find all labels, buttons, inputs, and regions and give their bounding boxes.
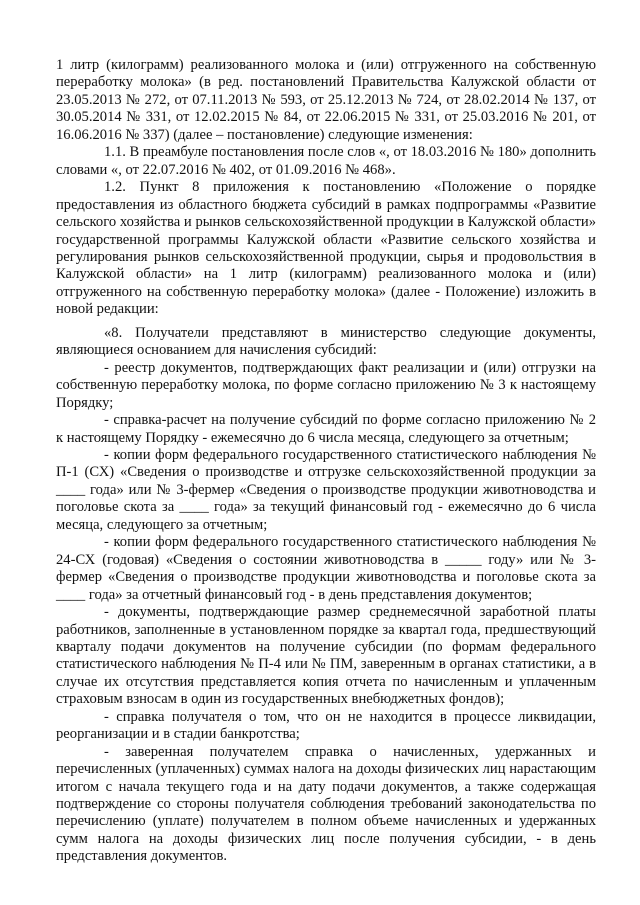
paragraph-item-8-heading: «8. Получатели представляют в министерство следующие документы, являющиеся основанием для начисления субсидий: [56,324,596,359]
list-item-tax-statement: - заверенная получателем справка о начисленных, удержанных и перечисленных (уплаченных) суммах налога на доходы физических лиц нарастающим итогом с начала текущего года и на дату подачи документов, а также содержащая подтверждение со стороны получателя соблюдения требований законодательства по перечислению (уплате) получателем в полном объеме начисленных и удержанных сумм налога на доходы физических лиц после получения субсидии, - в день представления документов. [56,743,596,865]
list-item-registry: - реестр документов, подтверждающих факт реализации и (или) отгрузки на собственную переработку молока, по форме согласно приложению № 3 к настоящему Порядку; [56,359,596,411]
document-page [56,57,596,866]
list-item-salary-documents: - документы, подтверждающие размер среднемесячной заработной платы работников, заполненные в установленном порядке за квартал года, предшествующий кварталу подачи документов на получение субсидии (по формам федерального статистического наблюдения № П-4 или № ПМ, заверенным в органах статистики, а в случае их отсутствия представляется копия отчета по начисленным и уплаченным страховым взносам в один из государственных внебюджетных фондов); [56,604,596,708]
list-item-liquidation-statement: - справка получателя о том, что он не находится в процессе ликвидации, реорганизации и в стадии банкротства; [56,708,596,743]
list-item-calculation: - справка-расчет на получение субсидий по форме согласно приложению № 2 к настоящему Порядку - ежемесячно до 6 числа месяца, следующего за отчетным; [56,412,596,446]
paragraph-amendments-intro: 1 литр (килограмм) реализованного молока и (или) отгруженного на собственную переработку молока» (в ред. постановлений Правительства Калужской области от 23.05.2013 № 272, от 07.11.2013 № 593, от 25.12.2013 № 724, от 28.02.2014 № 137, от 30.05.2014 № 331, от 12.02.2015 № 84, от 22.06.2015 № 331, от 25.03.2016 № 201, от 16.06.2016 № 337) (далее – постановление) следующие изменения: [56,57,596,143]
list-item-annual-stats-forms: - копии форм федерального государственного статистического наблюдения № 24-СХ (годовая) «Сведения о состоянии животноводства в _____ году» или № 3-фермер «Сведения о производстве продукции животноводства и поголовье скота за ____ года» за отчетный финансовый год - в день представления документов; [56,534,596,603]
paragraph-item-1-2: 1.2. Пункт 8 приложения к постановлению «Положение о порядке предоставления из областного бюджета субсидий в рамках подпрограммы «Развитие сельского хозяйства и рынков сельскохозяйственной продукции в Калужской области» государственной программы Калужской области «Развитие сельского хозяйства и регулирования рынков сельскохозяйственной продукции, сырья и продовольствия в Калужской области» на 1 литр (килограмм) реализованного молока и (или) отгруженного на собственную переработку молока» (далее - Положение) изложить в новой редакции: [56,179,596,318]
list-item-current-stats-forms: - копии форм федерального государственного статистического наблюдения № П-1 (СХ) «Сведения о производстве и отгрузке сельскохозяйственной продукции за ____ года» или № 3-фермер «Сведения о производстве продукции животноводства и поголовье скота за ____ года» за текущий финансовый год - ежемесячно до 6 числа месяца, следующего за отчетным; [56,446,596,533]
paragraph-item-1-1: 1.1. В преамбуле постановления после слов «, от 18.03.2016 № 180» дополнить словами «, от 22.07.2016 № 402, от 01.09.2016 № 468». [56,144,596,178]
